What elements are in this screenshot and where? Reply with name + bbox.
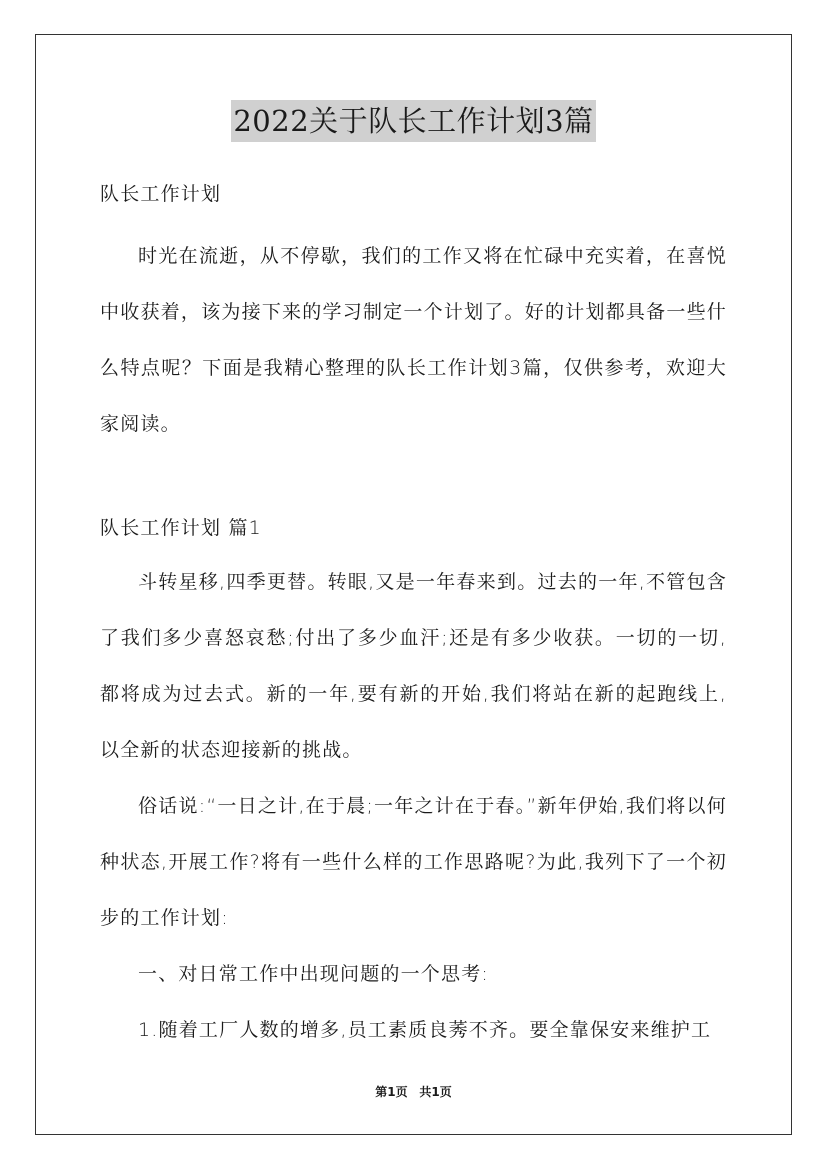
- page-total: 共1页: [419, 1085, 452, 1099]
- section1-paragraph-4: 1.随着工厂人数的增多,员工素质良莠不齐。要全靠保安来维护工: [138, 1019, 712, 1041]
- section1-paragraph-3: 一、对日常工作中出现问题的一个思考:: [138, 963, 490, 985]
- intro-heading: 队长工作计划: [100, 183, 222, 205]
- section1-paragraph-1: 斗转星移,四季更替。转眼,又是一年春来到。过去的一年,不管包含了我们多少喜怒哀愁;付出了多少血汗;还是有多少收获。一切的一切,都将成为过去式。新的一年,要有新的开始,我们将站在新的起跑线上,以全新的状态迎接新的挑战。: [100, 571, 727, 761]
- section1-heading: 队长工作计划 篇1: [100, 517, 262, 539]
- section1-paragraph-2: 俗话说:“一日之计,在于晨;一年之计在于春。”新年伊始,我们将以何种状态,开展工作?将有一些什么样的工作思路呢?为此,我列下了一个初步的工作计划:: [100, 795, 727, 929]
- page-footer: [0, 1083, 827, 1100]
- page-number: 第1页: [375, 1085, 408, 1099]
- intro-paragraph: 时光在流逝，从不停歇，我们的工作又将在忙碌中充实着，在喜悦中收获着，该为接下来的学习制定一个计划了。好的计划都具备一些什么特点呢？下面是我精心整理的队长工作计划3篇，仅供参考，欢迎大家阅读。: [100, 245, 727, 435]
- document-body: [100, 176, 727, 1058]
- document-title: 2022关于队长工作计划3篇: [231, 100, 595, 142]
- title-container: [0, 100, 827, 142]
